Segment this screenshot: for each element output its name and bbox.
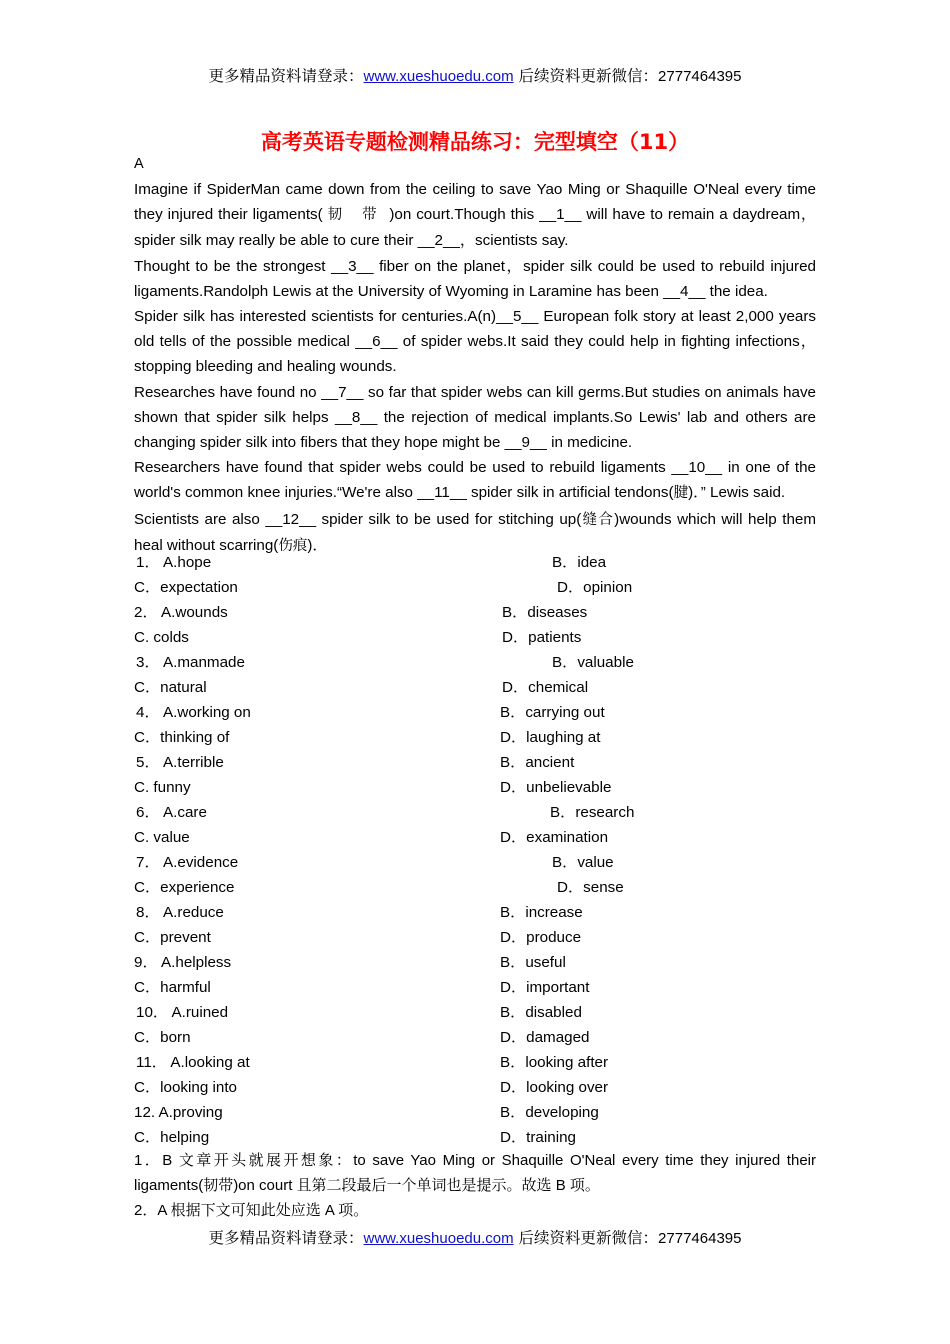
explanation-1: 1．B 文章开头就展开想象：to save Yao Ming or Shaquille O'Neal every time they injured their ligaments(韧带)on court 且第二段最后一个单词也是提示。故选 B 项。 [134, 1152, 816, 1194]
question-10-option-b[interactable]: B．disabled [500, 1004, 582, 1021]
running-footer [134, 1229, 816, 1248]
question-10-number: 10． [136, 1004, 169, 1021]
question-2-option-a[interactable] [134, 600, 228, 625]
running-footer-prefix: 更多精品资料请登录： [208, 1229, 364, 1247]
question-5-option-b[interactable]: B．ancient [500, 754, 575, 771]
question-6-option-d[interactable]: D．examination [500, 829, 609, 846]
question-1-number: 1． [136, 554, 160, 571]
question-row-8-cd [134, 925, 816, 950]
question-2-option-b[interactable]: B．diseases [502, 604, 588, 621]
question-11-option-a[interactable] [136, 1050, 250, 1075]
question-4-option-a[interactable] [136, 700, 251, 725]
passage-paragraph-1 [134, 177, 816, 254]
question-10-option-d[interactable]: D．damaged [500, 1029, 590, 1046]
question-3-option-a[interactable] [136, 650, 245, 675]
question-row-4-ab [134, 700, 816, 725]
running-header-prefix: 更多精品资料请登录： [208, 67, 364, 85]
answer-explanations [134, 1148, 816, 1223]
question-9-option-a[interactable] [134, 950, 231, 975]
question-6-option-c[interactable]: C. value [134, 829, 190, 846]
question-1-option-a-label: A.hope [163, 554, 212, 571]
question-4-option-c[interactable]: C．thinking of [134, 729, 230, 746]
running-header-middle: 后续资料更新微信： [513, 67, 659, 85]
question-6-option-b[interactable]: B．research [550, 804, 635, 821]
p1-part-b: )on court.Though this __1__ will have to remain a daydream，spider silk may really be able to cure their __2__，scientists say. [134, 206, 817, 250]
question-1-option-b[interactable]: B．idea [552, 554, 607, 571]
question-3-number: 3． [136, 654, 160, 671]
passage-body [134, 152, 816, 559]
question-options-list [134, 550, 816, 1150]
question-6-option-a[interactable] [136, 800, 207, 825]
question-row-2-cd [134, 625, 816, 650]
question-3-option-c[interactable]: C．natural [134, 679, 207, 696]
question-8-number: 8． [136, 904, 160, 921]
question-5-option-a[interactable] [136, 750, 224, 775]
question-1-option-a[interactable] [136, 550, 211, 575]
question-10-option-a-label: A.ruined [171, 1004, 229, 1021]
question-row-11-ab [134, 1050, 816, 1075]
question-11-option-d[interactable]: D．looking over [500, 1079, 609, 1096]
p6-annotation-scarring: 伤痕 [278, 537, 308, 554]
section-marker: A [134, 156, 144, 172]
question-5-option-c[interactable]: C. funny [134, 779, 191, 796]
question-3-option-b[interactable]: B．valuable [552, 654, 634, 671]
question-7-option-a-label: A.evidence [163, 854, 239, 871]
question-8-option-c[interactable]: C．prevent [134, 929, 211, 946]
question-9-option-d[interactable]: D．important [500, 979, 590, 996]
question-row-6-ab [134, 800, 816, 825]
question-4-number: 4． [136, 704, 160, 721]
running-header-link[interactable]: www.xueshuoedu.com [363, 68, 514, 85]
passage-paragraph-3: Spider silk has interested scientists for centuries.A(n)__5__ European folk story at least 2,000 years old tells of the possible medical __6__ of spider webs.It said they could help in fighting infections，stopping bleeding and healing wounds. [134, 308, 816, 376]
question-3-option-a-label: A.manmade [163, 654, 245, 671]
question-2-number: 2． [134, 604, 158, 621]
question-11-option-a-label: A.looking at [170, 1054, 250, 1071]
question-2-option-d[interactable]: D．patients [502, 629, 582, 646]
question-row-12-cd [134, 1125, 816, 1150]
question-row-9-ab [134, 950, 816, 975]
question-11-option-b[interactable]: B．looking after [500, 1054, 609, 1071]
running-footer-wechat: 2777464395 [658, 1230, 742, 1247]
question-5-option-a-label: A.terrible [163, 754, 224, 771]
question-11-number: 11． [136, 1054, 167, 1071]
p6-part-b: )wounds which will help them heal without scarring( [134, 510, 816, 554]
question-row-5-cd [134, 775, 816, 800]
question-row-3-cd [134, 675, 816, 700]
p6-part-c: )． [307, 536, 328, 554]
question-8-option-a-label: A.reduce [163, 904, 224, 921]
question-4-option-d[interactable]: D．laughing at [500, 729, 601, 746]
p6-annotation-stitching: 缝合 [581, 511, 615, 528]
question-12-option-d[interactable]: D．training [500, 1129, 576, 1146]
question-8-option-b[interactable]: B．increase [500, 904, 583, 921]
question-10-option-a[interactable] [136, 1000, 228, 1025]
question-7-option-b[interactable]: B．value [552, 854, 614, 871]
page-title: 高考英语专题检测精品练习：完型填空（11） [260, 130, 690, 154]
passage-paragraph-4: Researches have found no __7__ so far that spider webs can kill germs.But studies on animals have shown that spider silk helps __8__ the rejection of medical implants.So Lewis' lab and others are changing spider silk into fibers that they hope might be __9__ in medicine. [134, 383, 816, 452]
question-row-7-cd [134, 875, 816, 900]
question-row-7-ab [134, 850, 816, 875]
question-2-option-a-label: A.wounds [161, 604, 228, 621]
question-12-option-c[interactable]: C．helping [134, 1129, 210, 1146]
running-footer-link[interactable]: www.xueshuoedu.com [363, 1230, 514, 1247]
question-11-option-c[interactable]: C．looking into [134, 1079, 237, 1096]
question-1-option-d[interactable]: D．opinion [557, 579, 633, 596]
p5-annotation-tendon: 腱 [673, 485, 689, 502]
running-footer-middle: 后续资料更新微信： [513, 1229, 659, 1247]
question-row-9-cd [134, 975, 816, 1000]
passage-paragraph-2: Thought to be the strongest __3__ fiber on the planet，spider silk could be used to rebuild injured ligaments.Randolph Lewis at the University of Wyoming in Laramine has been __4__ the idea. [134, 257, 816, 300]
question-5-option-d[interactable]: D．unbelievable [500, 779, 612, 796]
question-12-option-b[interactable]: B．developing [500, 1104, 599, 1121]
question-row-3-ab [134, 650, 816, 675]
question-9-option-c[interactable]: C．harmful [134, 979, 211, 996]
question-row-2-ab [134, 600, 816, 625]
question-9-option-b[interactable]: B．useful [500, 954, 566, 971]
question-row-10-cd [134, 1025, 816, 1050]
question-row-11-cd [134, 1075, 816, 1100]
question-row-6-cd [134, 825, 816, 850]
running-header-wechat: 2777464395 [658, 68, 742, 85]
question-10-option-c[interactable]: C．born [134, 1029, 191, 1046]
question-4-option-a-label: A.working on [163, 704, 251, 721]
question-4-option-b[interactable]: B．carrying out [500, 704, 605, 721]
question-7-option-d[interactable]: D．sense [557, 879, 624, 896]
question-3-option-d[interactable]: D．chemical [502, 679, 589, 696]
p1-part-a: Imagine if SpiderMan came down from the ceiling to save Yao Ming or Shaquille O'Neal every time they injured their ligaments( [134, 181, 816, 224]
p6-part-a: Scientists are also __12__ spider silk to be used for stitching up( [134, 510, 582, 528]
question-8-option-d[interactable]: D．produce [500, 929, 582, 946]
question-row-8-ab [134, 900, 816, 925]
question-row-5-ab [134, 750, 816, 775]
question-7-option-c[interactable]: C．experience [134, 879, 235, 896]
question-12-option-a[interactable] [134, 1100, 223, 1125]
question-row-1-cd [134, 575, 816, 600]
question-12-number: 12. [134, 1104, 156, 1121]
question-row-1-ab [134, 550, 816, 575]
question-6-number: 6． [136, 804, 160, 821]
question-12-option-a-label: A.proving [158, 1104, 223, 1121]
passage-paragraph-5 [134, 455, 816, 506]
question-2-option-c[interactable]: C. colds [134, 629, 189, 646]
question-5-number: 5． [136, 754, 160, 771]
explanation-2: 2．A 根据下文可知此处应选 A 项。 [134, 1202, 369, 1219]
question-9-option-a-label: A.helpless [161, 954, 232, 971]
question-8-option-a[interactable] [136, 900, 224, 925]
question-6-option-a-label: A.care [163, 804, 207, 821]
p5-part-a: Researchers have found that spider webs could be used to rebuild ligaments __10__ in one of the world's common knee injuries.“We're also __11__ spider silk in artificial tendons( [134, 459, 816, 502]
running-header [134, 67, 816, 86]
question-9-number: 9． [134, 954, 158, 971]
question-7-option-a[interactable] [136, 850, 238, 875]
question-row-12-ab [134, 1100, 816, 1125]
p1-annotation-ligaments: 韧 带 [327, 207, 385, 224]
question-row-10-ab [134, 1000, 816, 1025]
p5-part-b: )．” Lewis said. [688, 484, 786, 502]
question-7-number: 7． [136, 854, 160, 871]
question-row-4-cd [134, 725, 816, 750]
question-1-option-c[interactable]: C．expectation [134, 579, 238, 596]
